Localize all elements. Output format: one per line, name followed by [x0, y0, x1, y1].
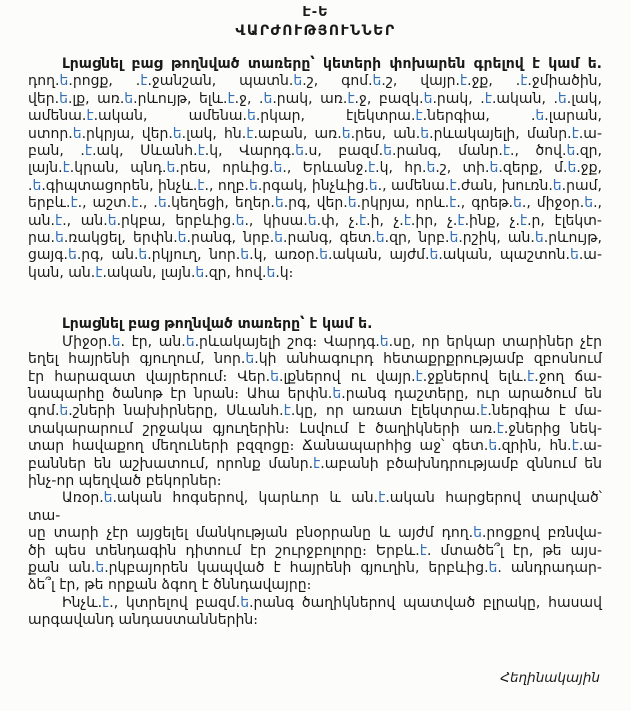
- filled-letter: ե: [274, 195, 284, 212]
- filled-letter: ե: [513, 195, 522, 212]
- filled-letter: ե: [347, 195, 357, 212]
- filled-letter: է: [415, 108, 423, 125]
- filled-letter: ե: [177, 230, 187, 247]
- page-title: Է-Ե: [302, 5, 329, 20]
- filled-letter: ե: [423, 90, 433, 107]
- filled-letter: ե: [567, 160, 577, 177]
- filled-letter: է: [571, 125, 579, 142]
- filled-letter: է: [480, 403, 488, 420]
- word-list-line: բան, .է.ակ, Սևանհ.է.կ, Վարդգ.ե.ս, բազմ.ե.րանգ, մանր.է., ծով.ե.զր,: [28, 143, 602, 160]
- filled-letter: է: [86, 108, 94, 125]
- filled-letter: ե: [103, 490, 113, 507]
- filled-letter: է: [527, 368, 535, 385]
- paragraph-line: էր հարազատ վայրերում։ Վեր.ե.լքներով ու վայր.է.ջքներով ելև.է.ջող ճա-: [28, 368, 603, 385]
- filled-letter: ե: [248, 177, 258, 194]
- filled-letter: է: [519, 212, 528, 229]
- filled-letter: է: [496, 420, 504, 437]
- filled-letter: է: [347, 90, 355, 107]
- exercise2-instruction: Լրացնել բաց թողնված տառերը՝ է կամ ե.: [62, 316, 373, 333]
- paragraph-line: ձե՞լ էր, թե որքան ձգող է ծննդավայրը։: [28, 577, 312, 594]
- filled-letter: է: [197, 143, 205, 160]
- filled-letter: է: [227, 90, 235, 107]
- filled-letter: ե: [293, 73, 303, 90]
- word-list-line: վեր.ե.լք, առ.ե.րևույթ, ելև.է.ջ, .ե.րակ, առ.է.ջ, բազկ.ե.րակ, .է.ական, .ե.լակ,: [28, 90, 602, 107]
- word-list-line: ան.է., ան.ե.րկբա, երբևից.ե., կիսա.ե.փ, չ.է.ի, չ.է.իր, չ.է.ինք, չ.է.ր, էլեկտ-: [28, 212, 602, 229]
- filled-letter: է: [415, 368, 423, 385]
- filled-letter: ե: [172, 125, 182, 142]
- filled-letter: ե: [383, 143, 392, 160]
- filled-letter: ե: [67, 247, 77, 264]
- filled-letter: ե: [566, 143, 576, 160]
- filled-letter: է: [313, 455, 321, 472]
- signature: Հեղինակային: [500, 669, 600, 686]
- filled-letter: է: [449, 177, 457, 194]
- filled-letter: է: [84, 143, 93, 160]
- paragraph-line: քան ան.ե.րկբայորեն կապված է հայրենի գյուղին, երբևից.ե. անդրադար-: [28, 559, 602, 576]
- word-list-line: կան, ան.է.ական, լայն.ե.զր, հով.ե.կ։: [28, 264, 294, 281]
- filled-letter: է: [62, 160, 70, 177]
- filled-letter: ե: [72, 125, 82, 142]
- word-list-line: դող.ե.րոցք, .է.ջանշան, պատն.ե.շ, գոմ.ե.շ, վայր.է.ջք, .է.ջմիածին,: [28, 73, 603, 90]
- filled-letter: է: [419, 542, 427, 559]
- filled-letter: ե: [569, 247, 579, 264]
- filled-letter: ե: [372, 73, 382, 90]
- paragraph-line: արգավանդ անդաստաններին։: [28, 612, 259, 629]
- filled-letter: է: [502, 143, 511, 160]
- filled-letter: է: [459, 73, 468, 90]
- filled-letter: ե: [307, 212, 317, 229]
- filled-letter: ե: [535, 108, 545, 125]
- filled-letter: ե: [552, 177, 562, 194]
- filled-letter: ե: [235, 212, 245, 229]
- filled-letter: է: [520, 73, 528, 90]
- paragraph-line: բաններ են աշխատում, որոնք մանր.է.աբանի բծախնդրությամբ զննում են: [28, 455, 602, 472]
- filled-letter: է: [70, 195, 78, 212]
- filled-letter: է: [102, 594, 110, 611]
- page-header: [0, 0, 631, 39]
- filled-letter: ե: [166, 160, 176, 177]
- word-list-line: լայն.է.կրան, պնդ.ե.րես, որևից.ե., Երևանջ.է.կ, հր.ե.շ, տի.ե.զերք, մ.ե.ջք,: [28, 160, 602, 177]
- filled-letter: է: [95, 264, 103, 281]
- filled-letter: ե: [375, 230, 385, 247]
- filled-letter: ե: [59, 90, 68, 107]
- paragraph-line: եղել հայրենի գյուղում, նոր.ե.կի անհագուրդ հետաքրքրությամբ զբոսնում: [28, 351, 602, 368]
- filled-letter: է: [484, 90, 492, 107]
- filled-letter: ե: [449, 230, 459, 247]
- paragraph-line: Ինչև.է., կտրելով բազմ.ե.րանգ ծաղիկներով պատված բլրակը, հասավ: [62, 594, 602, 611]
- filled-letter: ե: [157, 195, 167, 212]
- filled-letter: ե: [319, 247, 328, 264]
- filled-letter: ե: [273, 160, 283, 177]
- filled-letter: ե: [429, 247, 439, 264]
- filled-letter: ե: [246, 108, 256, 125]
- page-subtitle: ՎԱՐԺՈՒԹՅՈՒՆՆԵՐ: [235, 23, 396, 39]
- filled-letter: ե: [274, 230, 284, 247]
- filled-letter: է: [457, 212, 465, 229]
- word-list-line: ցայգ.ե.րգ, ան.ե.րկյուղ, նոր.ե.կ, առօր.ե.ական, այժմ.ե.ական, պաշտոն.ե.ա-: [28, 247, 602, 264]
- filled-letter: է: [54, 212, 63, 229]
- word-list-line: երբև.է., աշտ.է., .ե.կեղեցի, եղեր.ե.րգ, վեր.ե.րկրյա, որև.է., գրեթ.ե., միջօր.ե.,: [28, 195, 602, 212]
- filled-letter: է: [449, 195, 457, 212]
- paragraph-line: Միջօր.ե. էր, ան.ե.րևակայելի շոգ։ Վարդգ.ե.սը, որ երկար տարիներ չէր: [62, 333, 602, 350]
- filled-letter: է: [403, 212, 411, 229]
- filled-letter: ե: [245, 351, 255, 368]
- filled-letter: ե: [240, 247, 250, 264]
- filled-letter: ե: [107, 212, 117, 229]
- exercise2-block: [28, 316, 602, 629]
- word-list-line: .ե.գիպտացորեն, ինչև.է., ողբ.ե.րգակ, ինչևից.ե., ամենա.է.ժան, խուռն.ե.րամ,: [28, 177, 602, 194]
- filled-letter: ե: [584, 195, 594, 212]
- filled-letter: է: [131, 195, 139, 212]
- filled-letter: է: [246, 125, 254, 142]
- paragraph-line: սը տարի չէր այցելել մանկության բնօրրանը և այժմ դող.ե.րոցքով բռնվա-: [28, 525, 603, 542]
- paragraph-line: ծի պես տենդագին դիտում էր շուրջբոլորը։ Երբև.է. մտածե՞լ էր, թե այս-: [28, 542, 602, 559]
- filled-letter: ե: [59, 403, 69, 420]
- paragraph-line: տակարարում շրջակա գյուղերին։ Լսվում է ծաղիկների առ.է.ջներից նեկ-: [28, 420, 602, 437]
- word-list-line: րա.ե.ռակցել, երփն.ե.րանգ, նրբ.ե.րանգ, գետ.ե.զր, նրբ.ե.րշիկ, ան.ե.րևույթ,: [28, 230, 602, 247]
- filled-letter: ե: [240, 594, 250, 611]
- filled-letter: ե: [420, 125, 430, 142]
- filled-letter: ե: [489, 160, 499, 177]
- filled-letter: է: [571, 438, 579, 455]
- filled-letter: է: [140, 73, 148, 90]
- filled-letter: ե: [138, 247, 148, 264]
- filled-letter: է: [378, 490, 386, 507]
- filled-letter: ե: [557, 90, 567, 107]
- filled-letter: է: [283, 403, 291, 420]
- filled-letter: ե: [263, 90, 273, 107]
- filled-letter: ե: [295, 143, 305, 160]
- filled-letter: է: [367, 160, 376, 177]
- filled-letter: ե: [59, 73, 69, 90]
- word-list-line: ստոր.ե.րկրյա, վեր.ե.լակ, հն.է.աբան, առ.ե.րես, ան.ե.րևակայելի, մանր.է.ա-: [28, 125, 602, 142]
- paragraph-line: ինչ-որ պեղված բեկորներ։: [28, 472, 222, 489]
- filled-letter: ե: [332, 385, 342, 402]
- filled-letter: ե: [473, 525, 482, 542]
- filled-letter: ե: [185, 333, 195, 350]
- exercise1-instruction: Լրացնել բաց թողնված տառերը՝ կետերի փոխարեն գրելով է կամ ե.: [62, 56, 602, 72]
- filled-letter: ե: [534, 230, 544, 247]
- paragraph-line: նապարհը ծանոթ էր նրան։ Ահա երփն.ե.րանգ դաշտերը, ուր արածում են: [28, 385, 602, 402]
- filled-letter: ե: [95, 559, 105, 576]
- paragraph-line: գոմ.ե.շների նախիրները, Սևանհ.է.կը, որ առատ էլեկտրա.է.ներգիա է մա-: [28, 403, 602, 420]
- filled-letter: ե: [54, 230, 64, 247]
- paragraph-line: տար հավաքող մեղուների բզզոցը։ Ճանապարհից աջ՝ գետ.ե.զրին, հն.է.ա-: [28, 438, 602, 455]
- filled-letter: ե: [426, 160, 436, 177]
- filled-letter: ե: [124, 90, 134, 107]
- filled-letter: ե: [195, 264, 205, 281]
- filled-letter: ե: [341, 125, 351, 142]
- filled-letter: ե: [270, 368, 279, 385]
- filled-letter: ե: [379, 333, 389, 350]
- paragraph-line: Առօր.ե.ական հոգսերով, կարևոր և ան.է.ական հարցերով տարված՝ տա-: [28, 490, 603, 524]
- filled-letter: ե: [32, 177, 42, 194]
- filled-letter: է: [358, 212, 367, 229]
- filled-letter: ե: [488, 559, 498, 576]
- filled-letter: ե: [266, 264, 276, 281]
- filled-letter: ե: [368, 177, 378, 194]
- filled-letter: ե: [111, 333, 121, 350]
- page-body: [28, 56, 602, 686]
- filled-letter: է: [197, 177, 205, 194]
- word-list-line: ամենա.է.ական, ամենա.ե.րկար, էլեկտրա.է.ներգիա, .ե.լարան,: [28, 108, 603, 125]
- filled-letter: ե: [488, 438, 498, 455]
